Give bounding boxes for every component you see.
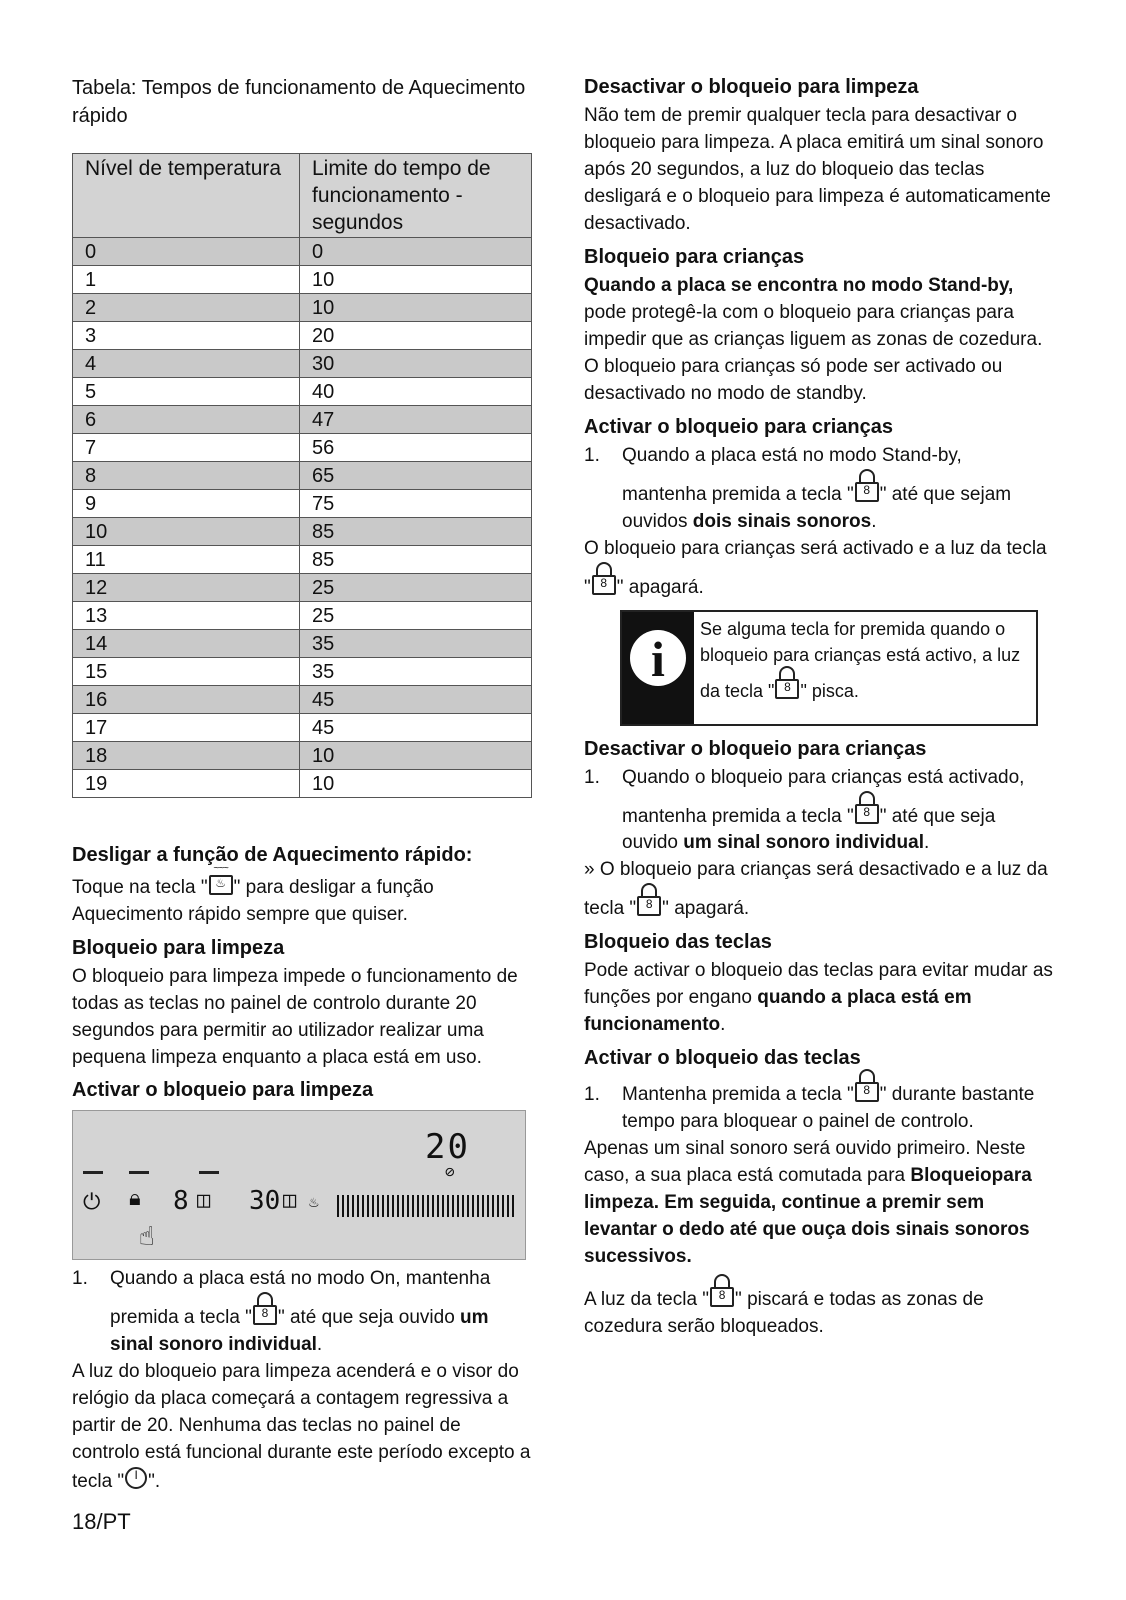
section-title-teclas: Bloqueio das teclas [584,931,772,954]
after-step-text: A luz do bloqueio para limpeza acenderá e o visor do relógio da placa começará a contagem regressiva a partir de 20. Nenhuma das teclas no painel de controlo está funcional durante este período excepto a tecla " I ". [72,1361,531,1493]
cell-level: 19 [73,769,300,797]
table-row [73,405,532,433]
lock-key-icon: 8 [855,482,879,502]
table-row [73,545,532,573]
finger-icon: ☝ [139,1222,155,1253]
cell-level: 18 [73,741,300,769]
table-row [73,349,532,377]
table-row [73,237,532,265]
table-caption: Tabela: Tempos de funcionamento de Aquecimento rápido [72,77,526,128]
table-row [73,293,532,321]
criancas-text: Quando a placa se encontra no modo Stand-by, pode protegê-la com o bloqueio para crianças para impedir que as crianças liguem as zonas de cozedura. O bloqueio para crianças só pode ser activado ou desactivado no modo de standby. [584,274,1043,404]
table-row [73,321,532,349]
table-row [73,601,532,629]
cell-level: 0 [73,237,300,265]
lock-key-icon: 8 [855,1082,879,1102]
cell-level: 14 [73,629,300,657]
final-text: A luz da tecla " 8 " piscará e todas as zonas de cozedura serão bloqueados. [584,1288,984,1338]
section-title-activar-criancas: Activar o bloqueio para crianças [584,415,893,438]
right-column [584,74,1054,1341]
cell-level: 6 [73,405,300,433]
table-row [73,685,532,713]
heat-icon: ♨ [309,1192,319,1212]
table-row [73,713,532,741]
zone-icon-b: ◫ [283,1188,297,1214]
cell-level: 4 [73,349,300,377]
cell-level: 16 [73,685,300,713]
lock-key-icon: 8 [775,679,799,699]
step-activar-criancas: 1. Quando a placa está no modo Stand-by, mantenha premida a tecla " 8 " até que sejam ouvidos dois sinais sonoros. [584,444,1012,532]
timer-icon: ⊘ [445,1162,455,1182]
countdown-display: 20 [425,1127,470,1168]
cell-time: 30 [300,349,532,377]
cell-level: 13 [73,601,300,629]
lock-icon: 🔒︎ [129,1186,141,1212]
cell-time: 56 [300,433,532,461]
rapid-heat-key-icon: ~~~ ♨ [209,875,233,895]
header-level: Nível de temperatura [73,153,300,237]
section-title-criancas: Bloqueio para crianças [584,245,805,268]
cell-time: 35 [300,657,532,685]
section-title-bloqueio-limpeza: Bloqueio para limpeza [72,936,285,959]
activar-criancas-result: O bloqueio para crianças será activado e a luz da tecla [584,537,1047,559]
cell-time: 10 [300,769,532,797]
cell-time: 40 [300,377,532,405]
heating-time-table [72,153,532,798]
step-desactivar-criancas: 1. Quando o bloqueio para crianças está activado, mantenha premida a tecla " 8 " até que seja ouvido um sinal sonoro individual. [584,766,1025,854]
activar-criancas-result-2: " 8 " apagará. [584,575,704,598]
info-icon: i [622,612,694,724]
desactivar-criancas-result-2: tecla " 8 " apagará. [584,897,750,920]
zone-icon-a: ◫ [197,1188,211,1214]
cell-time: 75 [300,489,532,517]
cell-time: 10 [300,265,532,293]
lock-key-icon: 8 [710,1287,734,1307]
cell-time: 0 [300,237,532,265]
table-row [73,461,532,489]
cell-time: 85 [300,545,532,573]
cell-level: 2 [73,293,300,321]
cell-time: 10 [300,293,532,321]
cell-time: 25 [300,573,532,601]
cell-level: 1 [73,265,300,293]
cell-level: 5 [73,377,300,405]
slider-bar [337,1195,517,1217]
cell-level: 9 [73,489,300,517]
lock-key-icon: 8 [253,1305,277,1325]
activar-teclas-text: Apenas um sinal sonoro será ouvido primeiro. Neste caso, a sua placa está comutada para Bloqueiopara limpeza. Em seguida, continue a premir sem levantar o dedo até que ouça dois sinais sonoros sucessivos. [584,1138,1032,1268]
teclas-text: Pode activar o bloqueio das teclas para evitar mudar as funções por engano quando a placa está em funcionamento. [584,960,1053,1036]
cell-time: 85 [300,517,532,545]
desactivar-criancas-result: » O bloqueio para crianças será desactivado e a luz da [584,859,1048,881]
lock-key-icon: 8 [637,896,661,916]
section-title-desligar: Desligar a função de Aquecimento rápido: [72,843,473,866]
header-time: Limite do tempo de funcionamento - segundos [300,153,532,237]
table-row [73,657,532,685]
table-row [73,489,532,517]
table-row [73,769,532,797]
cell-level: 7 [73,433,300,461]
power-key-icon: I [125,1467,147,1489]
section-title-activar-teclas: Activar o bloqueio das teclas [584,1047,861,1070]
lock-key-icon: 8 [592,575,616,595]
page-number: 18/PT [72,1509,131,1534]
cell-time: 65 [300,461,532,489]
cell-level: 17 [73,713,300,741]
section-title-activar-limpeza: Activar o bloqueio para limpeza [72,1079,374,1102]
left-column [72,74,532,1496]
lock-key-icon: 8 [855,804,879,824]
cell-level: 8 [73,461,300,489]
table-row [73,377,532,405]
desligar-text: Toque na tecla " ~~~ ♨ " para desligar a função Aquecimento rápido sempre que quiser. [72,875,532,929]
cell-level: 15 [73,657,300,685]
cell-time: 35 [300,629,532,657]
bloqueio-limpeza-text: O bloqueio para limpeza impede o funcionamento de todas as teclas no painel de controlo durante 20 segundos para permitir ao utilizador realizar uma pequena limpeza enquanto a placa está em uso. [72,965,518,1068]
section-title-desactivar-limpeza: Desactivar o bloqueio para limpeza [584,76,919,98]
cell-level: 10 [73,517,300,545]
cell-level: 3 [73,321,300,349]
step-activar-teclas: 1. Mantenha premida a tecla " 8 " durante bastante tempo para bloquear o painel de controlo. [584,1083,1035,1133]
level-display-b: 30 [249,1186,281,1217]
cell-time: 20 [300,321,532,349]
table-row [73,517,532,545]
table-row [73,629,532,657]
cell-level: 12 [73,573,300,601]
power-icon: ⏻ [83,1190,101,1216]
table-row [73,433,532,461]
table-row [73,741,532,769]
table-row [73,573,532,601]
level-display-a: 8 [173,1186,189,1217]
control-panel-illustration [72,1110,526,1260]
info-box: i Se alguma tecla for premida quando o bloqueio para crianças está activo, a luz da tecla " 8 " pisca. [620,610,1038,726]
cell-time: 25 [300,601,532,629]
cell-level: 11 [73,545,300,573]
section-title-desactivar-criancas: Desactivar o bloqueio para crianças [584,737,927,760]
desactivar-limpeza-text: Não tem de premir qualquer tecla para desactivar o bloqueio para limpeza. A placa emitirá um sinal sonoro após 20 segundos, a luz do bloqueio das teclas desligará e o bloqueio para limpeza é automaticamente desactivado. [584,105,1051,234]
cell-time: 10 [300,741,532,769]
table-row [73,265,532,293]
cell-time: 45 [300,685,532,713]
step-activar-limpeza: 1. Quando a placa está no modo On, mantenha premida a tecla " 8 " até que seja ouvido um sinal sonoro individual. [72,1268,491,1356]
cell-time: 45 [300,713,532,741]
cell-time: 47 [300,405,532,433]
